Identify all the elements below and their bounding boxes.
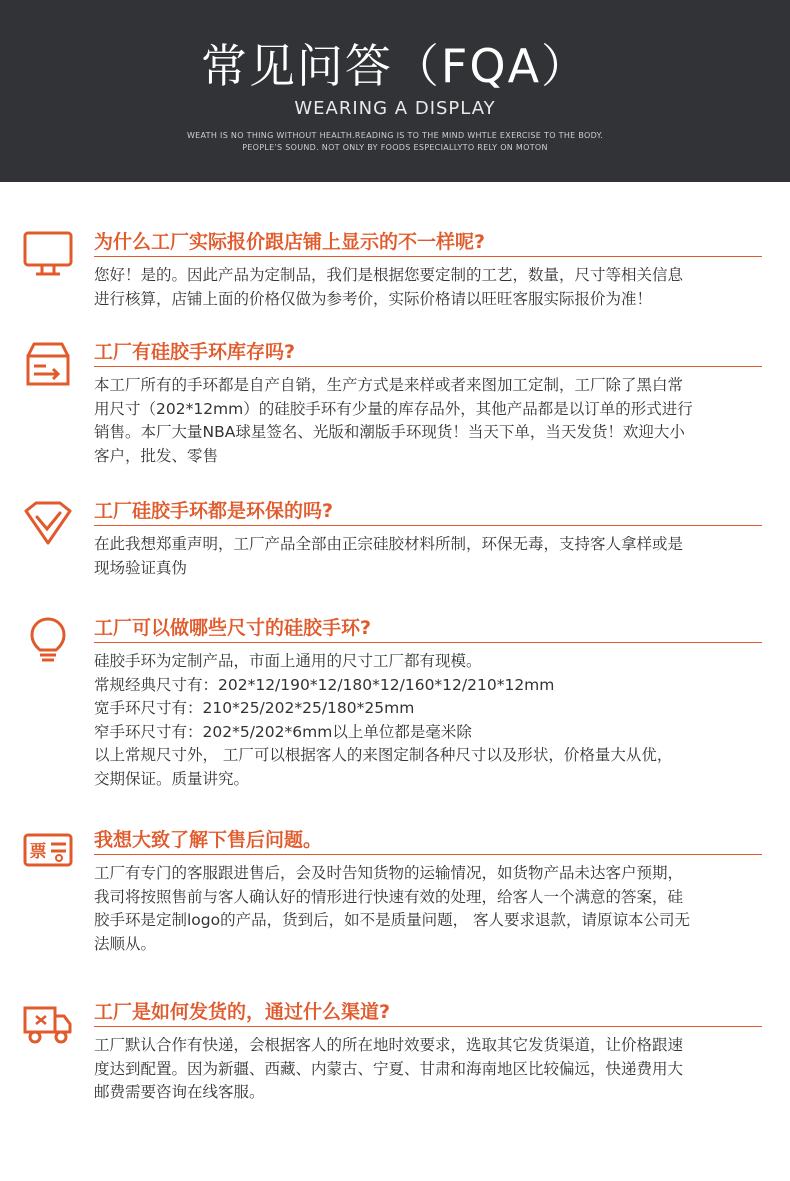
answer-line: 硅胶手环为定制产品，市面上通用的尺寸工厂都有现模。 <box>94 652 482 670</box>
lightbulb-icon <box>22 614 74 666</box>
answer-line: 您好！是的。因此产品为定制品，我们是根据您要定制的工艺，数量，尺寸等相关信息 <box>94 266 684 284</box>
answer-line: 客户，批发、零售 <box>94 446 219 465</box>
answer-line: 本工厂所有的手环都是自产自销，生产方式是来样或者来图加工定制，工厂除了黑白常 <box>94 376 684 394</box>
answer-line: 窄手环尺寸有：202*5/202*6mm以上单位都是毫米除 <box>94 722 472 741</box>
answer-line: 胶手环是定制logo的产品，货到后，如不是质量问题， 客人要求退款，请原谅本公司无 <box>94 911 691 929</box>
faq-question: 工厂硅胶手环都是环保的吗? <box>94 497 762 526</box>
faq-answer <box>94 862 774 956</box>
faq-question: 工厂是如何发货的，通过什么渠道? <box>94 998 762 1027</box>
answer-line: 法顺从。 <box>94 934 157 953</box>
answer-line: 宽手环尺寸有：210*25/202*25/180*25mm <box>94 699 415 717</box>
answer-line: 我司将按照售前与客人确认好的情形进行快速有效的处理，给客人一个满意的答案，硅 <box>94 887 684 906</box>
monitor-icon <box>22 228 74 280</box>
answer-line: 常规经典尺寸有：202*12/190*12/180*12/160*12/210*12mm <box>94 675 555 694</box>
inventory-box-icon <box>22 338 74 390</box>
answer-line: 工厂有专门的客服跟进售后，会及时告知货物的运输情况，如货物产品未达客户预期， <box>94 864 684 882</box>
answer-line: 进行核算，店铺上面的价格仅做为参考价，实际价格请以旺旺客服实际报价为准！ <box>94 289 653 308</box>
answer-line: 度达到配置。因为新疆、西藏、内蒙古、宁夏、甘肃和海南地区比较偏远，快递费用大 <box>94 1059 684 1078</box>
eco-check-icon <box>22 497 74 549</box>
ticket-icon-label: 票 <box>29 842 47 862</box>
answer-line: 工厂默认合作有快递，会根据客人的所在地时效要求，选取其它发货渠道，让价格跟速 <box>94 1036 684 1054</box>
faq-question: 工厂可以做哪些尺寸的硅胶手环? <box>94 614 762 643</box>
tagline <box>0 130 790 154</box>
delivery-truck-icon <box>22 998 74 1050</box>
tagline-line-1: WEATH IS NO THING WITHOUT HEALTH.READING IS TO THE MIND WHTLE EXERCISE TO THE BODY. <box>186 131 604 140</box>
answer-line: 用尺寸（202*12mm）的硅胶手环有少量的库存品外，其他产品都是以订单的形式进行 <box>94 399 693 418</box>
answer-line: 邮费需要咨询在线客服。 <box>94 1083 265 1101</box>
tagline-line-2: PEOPLE'S SOUND. NOT ONLY BY FOODS ESPECIALLYTO RELY ON MOTON <box>242 143 548 152</box>
answer-line: 以上常规尺寸外， 工厂可以根据客人的来图定制各种尺寸以及形状，价格量大从优， <box>94 746 673 764</box>
answer-line: 现场验证真伪 <box>94 558 188 577</box>
faq-answer <box>94 374 774 468</box>
faq-answer <box>94 1034 774 1105</box>
answer-line: 在此我想郑重声明，工厂产品全部由正宗硅胶材料所制，环保无毒，支持客人拿样或是 <box>94 535 684 553</box>
faq-question: 我想大致了解下售后问题。 <box>94 826 762 855</box>
header-banner <box>0 0 790 182</box>
page-subtitle: WEARING A DISPLAY <box>294 98 496 119</box>
page-title: 常见问答（FQA） <box>200 39 590 93</box>
faq-answer <box>94 650 774 791</box>
answer-line: 交期保证。质量讲究。 <box>94 769 250 788</box>
faq-answer <box>94 264 774 311</box>
faq-answer <box>94 533 774 580</box>
answer-line: 销售。本厂大量NBA球星签名、光版和潮版手环现货！当天下单，当天发货！欢迎大小 <box>94 423 685 441</box>
faq-question: 为什么工厂实际报价跟店铺上显示的不一样呢? <box>94 228 762 257</box>
ticket-icon <box>22 826 74 878</box>
faq-question: 工厂有硅胶手环库存吗? <box>94 338 762 367</box>
